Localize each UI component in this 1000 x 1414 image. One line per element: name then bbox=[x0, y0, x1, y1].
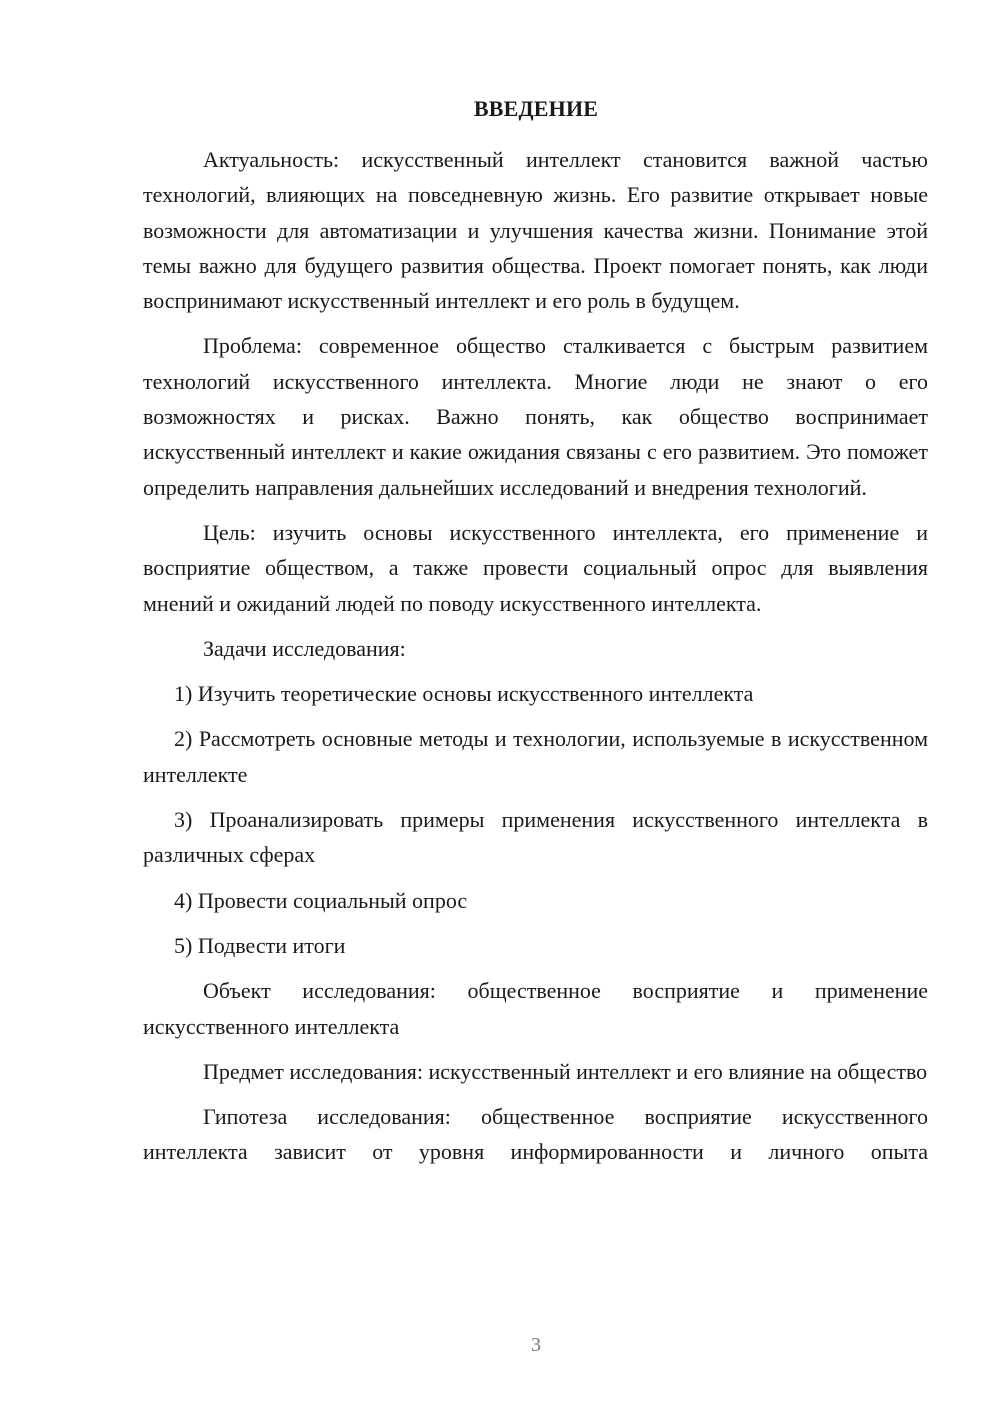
task-item-1: 1) Изучить теоретические основы искусственного интеллекта bbox=[174, 681, 754, 707]
section-heading: ВВЕДЕНИЕ bbox=[473, 96, 599, 121]
task-item-5: 5) Подвести итоги bbox=[174, 932, 346, 958]
paragraph-goal: Цель: изучить основы искусственного интеллекта, его применение и восприятие обществом, а также провести социальный опрос для выявления мнений и ожиданий людей по поводу искусственного интеллекта. bbox=[143, 519, 928, 616]
body-text bbox=[143, 142, 928, 1180]
paragraph-subject: Предмет исследования: искусственный интеллект и его влияние на общество bbox=[203, 1058, 928, 1084]
task-item-3: 3) Проанализировать примеры применения искусственного интеллекта в различных сферах bbox=[143, 807, 928, 868]
task-item-2: 2) Рассмотреть основные методы и технологии, используемые в искусственном интеллекте bbox=[143, 726, 928, 787]
paragraph-problem: Проблема: современное общество сталкивается с быстрым развитием технологий искусственного интеллекта. Многие люди не знают о его возможностях и рисках. Важно понять, как общество воспринимает искусственный интеллект и какие ожидания связаны с его развитием. Это поможет определить направления дальнейших исследований и внедрения технологий. bbox=[143, 333, 928, 500]
paragraph-relevance: Актуальность: искусственный интеллект становится важной частью технологий, влияющих на повседневную жизнь. Его развитие открывает новые возможности для автоматизации и улучшения качества жизни. Понимание этой темы важно для будущего развития общества. Проект помогает понять, как люди воспринимают искусственный интеллект и его роль в будущем. bbox=[143, 147, 928, 314]
paragraph-hypothesis: Гипотеза исследования: общественное восприятие искусственного интеллекта зависит от уровня информированности и личного опыта bbox=[143, 1104, 928, 1165]
paragraph-tasks-heading: Задачи исследования: bbox=[203, 635, 406, 661]
page-number: 3 bbox=[531, 1334, 541, 1356]
paragraph-object: Объект исследования: общественное восприятие и применение искусственного интеллекта bbox=[143, 978, 928, 1039]
task-item-4: 4) Провести социальный опрос bbox=[174, 887, 468, 913]
